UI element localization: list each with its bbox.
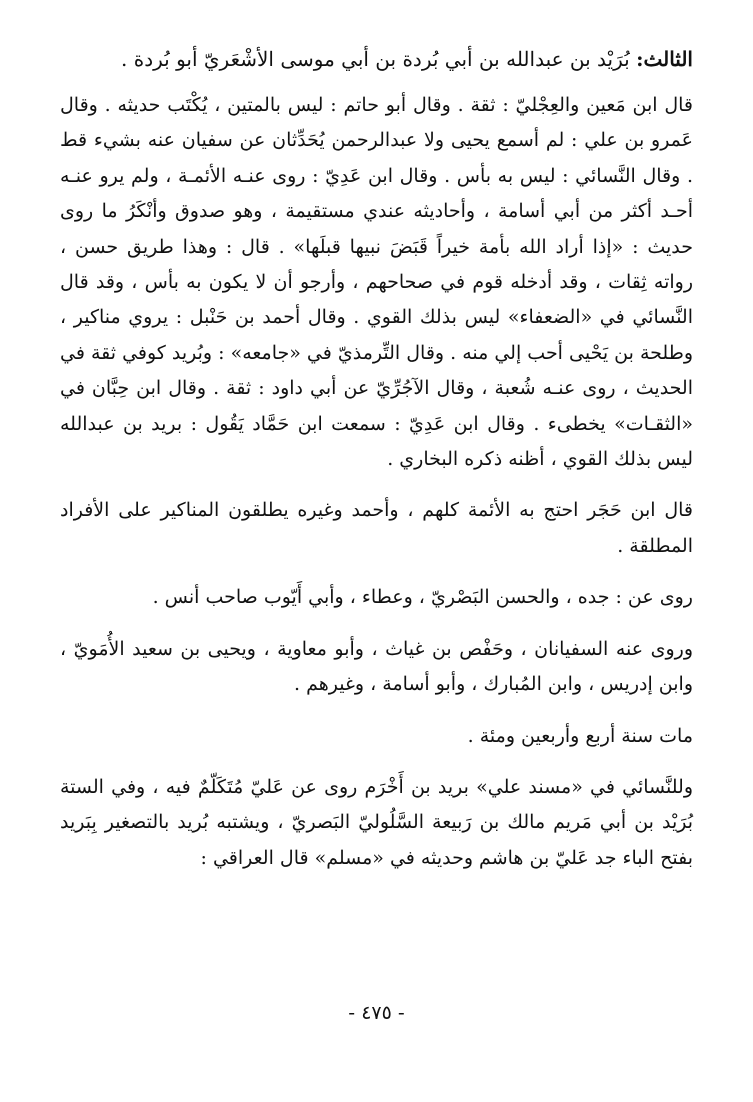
page-number: - ٤٧٥ - [348,1002,405,1024]
paragraph-narrated-by: وروى عنه السفيانان ، وحَفْص بن غياث ، وأبو معاوية ، ويحيى بن سعيد الأُمَويّ ، وابن إدريس ، وابن المُبارك ، وأبو أسامة ، وغيرهم . [60,637,693,696]
paragraph-narrator-opinions: قال ابن مَعين والعِجْليّ : ثقة . وقال أبو حاتم : ليس بالمتين ، يُكْتَب حديثه . وقال عَمرو بن علي : لم أسمع يحيى ولا عبدالرحمن يُحَدِّثان عن سفيان عنه بشيء قط . وقال النَّسائي : ليس به بأس . وقال ابن عَدِيّ : روى عنـه الأئمـة ، ولم يرو عنـه أحـد أكثر من أبي أسامة ، وأحاديثه عندي مستقيمة ، وهو صدوق وأنْكَرُ ما روى حديث : «إذا أراد الله بأمة خيراً قَبَضَ نبيها قبلَها» . قال : وهذا طريق حسن ، رواته ثِقات ، وقد أدخله قوم في صحاحهم ، وأرجو أن لا يكون به بأس ، وقد قال النَّسائي في «الضعفاء» ليس بذلك القوي . وقال أحمد بن حَنْبل : يروي مناكير ، وطلحة بن يَحْيى أحب إلي منه . وقال التِّرمذيّ في «جامعه» : وبُريد كوفي ثقة في الحديث ، روى عنـه شُعبة ، وقال الآجُرِّيّ عن أبي داود : ثقة . وقال ابن حِبَّان في «الثقـات» يخطىء . وقال ابن عَدِيّ : سمعت ابن حَمَّاد يَقُول : بريد بن عبدالله ليس بذلك القوي ، أظنه ذكره البخاري . [59,94,693,471]
paragraph-death-year: مات سنة أربع وأربعين ومئة . [467,724,693,747]
paragraph-narrated-from: روى عن : جده ، والحسن البَصْريّ ، وعطاء ، وأبي أَيّوب صاحب أنس . [152,586,693,609]
paragraph-ibn-hajar: قال ابن حَجَر احتج به الأئمة كلهم ، وأحمد وغيره يطلقون المناكير على الأفراد المطلقة . [60,499,693,557]
entry-heading [60,44,693,74]
paragraph-similar-names: وللنَّسائي في «مسند علي» بريد بن أَخْرَم روى عن عَليّ مُتَكَلّمٌ فيه ، وفي الستة بُرَيْد بن أبي مَريم مالك بن رَبيعة السَّلُوليّ البَصريّ ، ويشتبه بُريد بالتصغير بِبَريد بفتح الباء جد عَليّ بن هاشم وحديثه في «مسلم» قال العراقي : [60,775,693,869]
entry-title: بُرَيْد بن عبدالله بن أبي بُردة بن أبي موسى الأشْعَريّ أبو بُردة . [121,47,637,71]
entry-number-label: الثالث: [636,47,693,71]
